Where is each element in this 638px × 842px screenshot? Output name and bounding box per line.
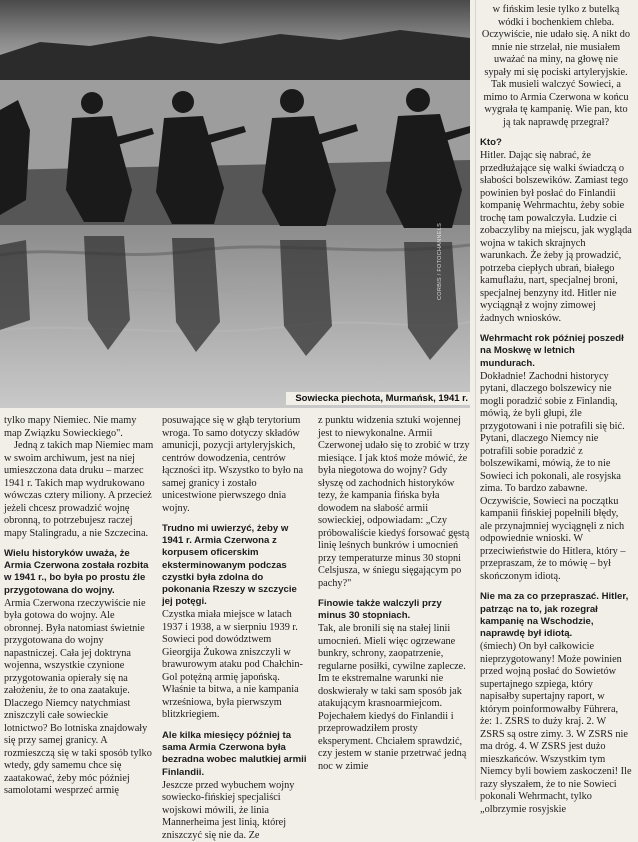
paragraph: Czystka miała miejsce w latach 1937 i 1938, a w sierpniu 1939 r. Sowieci pod dowództwem Gieorgija Żukowa zniszczyli w brawurowym ataku pod Chałchin-Gol potężną armię japońską. Właśnie ta bitwa, a nie kampania wrześniowa, była pierwszym blitzkriegiem. [162, 609, 303, 721]
paragraph: posuwające się w głąb terytorium wroga. To samo dotyczy składów amunicji, pozycji artyleryjskich, centrów dowodzenia, centrów łączności itp. Wszystko to było na samej granicy i zostało unicestwione pierwszego dnia wojny. [162, 415, 304, 514]
article-column-3 [318, 415, 470, 773]
paragraph: Hitler. Dając się nabrać, że przedłużające się walki świadczą o słabości bolszewików. Zamiast tego powinien był posłać do Finlandii kompanię Wehrmachtu, żeby sobie trochę tam powalczyła. Ludzie ci zobaczyliby na miejscu, jak wygląda wojna w takich skrajnych warunkach. Że żeby ją prowadzić, potrzeba ciepłych ubrań, białego kamuflażu, nart, specjalnej broni, specjalnej benzyny itd. Hitler nie wyciągnął z wojny zimowej żadnych wniosków. [480, 150, 632, 324]
paragraph: w fińskim lesie tylko z butelką wódki i bochenkiem chleba. Oczywiście, nie udało się. A nikt do mnie nie strzelał, nie musiałem uważać na miny, na głowę nie sypały mi się pociski artyleryjskie. Tak musieli walczyć Sowieci, a mimo to Armia Czerwona w końcu wygrała tę kampanię. Wie pan, kto ją tak naprawdę przegrał? [481, 4, 631, 128]
paragraph: Jedną z takich map Niemiec mam w swoim archiwum, jest na niej umieszczona data druku – marzec 1941 r. Takich map wydrukowano wówczas cztery miliony. A przecież jeżeli chcesz prowadzić wojnę obronną, to potrzebujesz raczej mapy Stalingradu, a nie Szczecina. [4, 440, 154, 539]
interview-question: Nie ma za co przepraszać. Hitler, patrząc na to, jak rozegrał kampanię na Wschodzie, naprawdę był idiotą. [480, 591, 629, 639]
interview-question: Ale kilka miesięcy później ta sama Armia Czerwona była bezradna wobec malutkiej armii Finlandii. [162, 729, 307, 778]
paragraph: Tak, ale bronili się na stałej linii umocnień. Mieli więc ogrzewane bunkry, schrony, zaopatrzenie, regularne posiłki, cywilne zaplecze. Im te ekstremalne warunki nie doskwierały w taki sam sposób jak atakującym krasnoarmiejcom. Pojechałem kiedyś do Finlandii i przeprowadziłem prosty eksperyment. Chciałem sprawdzić, czy jestem w stanie przetrwać jedną noc w zimie [318, 623, 467, 772]
paragraph: Armia Czerwona rzeczywiście nie była gotowa do wojny. Ale obronnej. Była natomiast świetnie przygotowana do wojny napastniczej. Cała jej doktryna wojenna, wszystkie czynione przygotowania opierały się na założeniu, że to ona zaatakuje. Dlaczego Niemcy natychmiast zniszczyli całe sowieckie lotnictwo? Bo lotniska znajdowały się przy samej granicy. A rozmieszczą się w taki sposób tylko wtedy, gdy samemu chce się zaatakować, żeby móc później samolotami wesprzeć armię [4, 597, 152, 797]
soldiers-photo [0, 0, 470, 408]
interview-question: Wehrmacht rok później poszedł na Moskwę w letnich mundurach. [480, 333, 624, 369]
photo-credit: CORBIS / FOTOCHANNELS [437, 222, 443, 300]
article-column-2 [162, 415, 310, 842]
paragraph: Dokładnie! Zachodni historycy pytani, dlaczego bolszewicy nie mogli poradzić sobie z Finlandią, mówią, że byli głupi, źle przygotowani i nie potrafili się bić. Pytani, dlaczego Niemcy nie potrafili sobie poradzić z bolszewikami, mówią, że to nie Sowieci ich pokonali, ale rosyjska zima. To bardzo zabawne. Oczywiście, Sowieci na początku kampanii fińskiej popełnili błędy, ale przynajmniej wyciągnęli z nich odpowiednie wnioski. W przeciwieństwie do Hitlera, który – przepraszam, że to mówię – był skończonym idiotą. [480, 370, 626, 582]
article-column-4 [480, 4, 632, 816]
interview-question: Trudno mi uwierzyć, żeby w 1941 r. Armia Czerwona z korpusem oficerskim eksterminowanym podczas czystki była zdolna do pokonania Rzeszy w szczycie jej potęgi. [162, 523, 297, 608]
paragraph: Jeszcze przed wybuchem wojny sowiecko-fińskiej specjaliści wojskowi mówili, że linia Mannerheima jest linią, której zniszczyć się nie da. Ze [162, 779, 295, 841]
article-column-1 [4, 415, 154, 798]
interview-question: Wielu historyków uważa, że Armia Czerwona została rozbita w 1941 r., bo była po prostu źle przygotowana do wojny. [4, 548, 149, 596]
interview-question: Finowie także walczyli przy minus 30 stopniach. [318, 598, 442, 622]
paragraph: tylko mapy Niemiec. Nie mamy map Związku Sowieckiego". [4, 415, 137, 439]
paragraph: (śmiech) On był całkowicie nieprzygotowany! Może powinien przed wojną posłać do Sowietów supertajnego szpiega, który napisałby supertajny raport, w którym poinformowałby Führera, że: 1. ZSRS to duży kraj. 2. W ZSRS są ostre zimy. 3. W ZSRS nie ma dróg. 4. W ZSRS jest dużo mieszkańców. Wszystkim tym Niemcy byli bowiem zaskoczeni! Ile razy słyszałem, że to nie Sowieci pokonali Wehrmacht, tylko „olbrzymie rosyjskie [480, 641, 632, 815]
photo-caption: Sowiecka piechota, Murmańsk, 1941 r. [286, 392, 470, 405]
interview-question: Kto? [480, 137, 502, 148]
paragraph: z punktu widzenia sztuki wojennej jest to niewykonalne. Armii Czerwonej udało się to zrobić w trzy miesiące. I jak ktoś może mówić, że była niegotowa do wojny? Gdy słyszę od zachodnich historyków tezy, że kampania fińska była dowodem na słabość armii sowieckiej, odpowiadam: „Czy próbowaliście kiedyś forsować gęstą linię leśnych bunkrów i umocnień przy temperaturze minus 30 stopni Celsjusza, w śniegu sięgającym po pachy?" [318, 415, 470, 589]
column-divider [475, 0, 476, 800]
